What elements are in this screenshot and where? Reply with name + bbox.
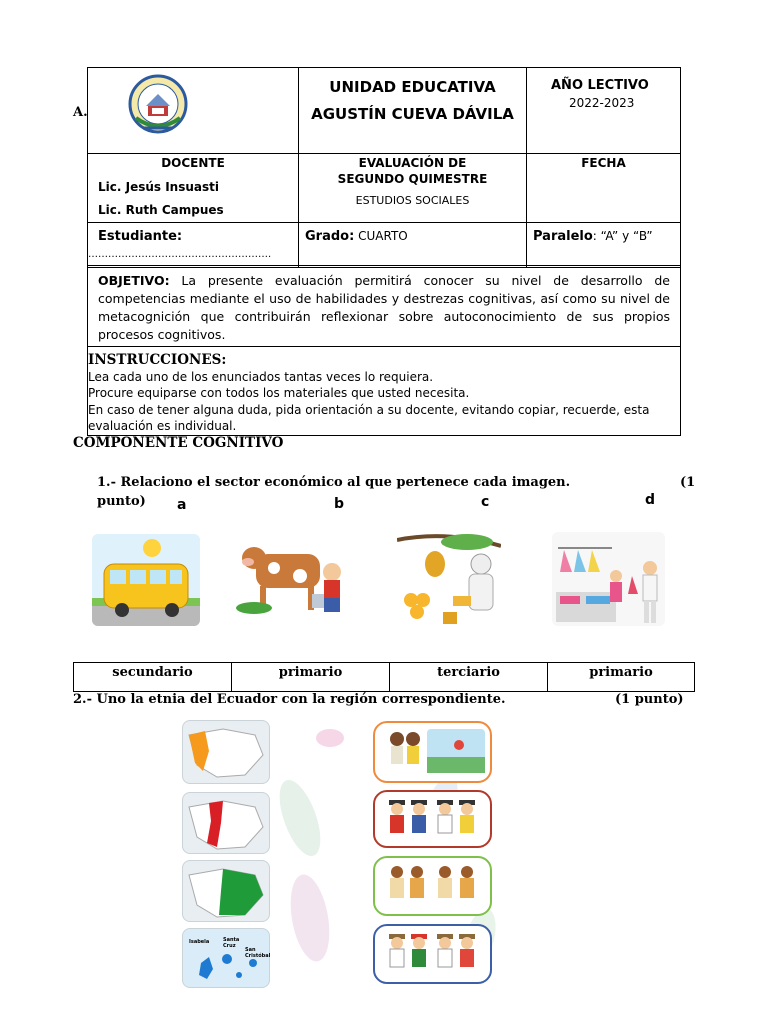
answer-a[interactable]: secundario <box>74 663 232 692</box>
letter-c: c <box>481 494 490 510</box>
q1-points-a: (1 <box>680 475 696 490</box>
ethnic-card-1[interactable] <box>373 721 492 783</box>
map-sierra[interactable] <box>182 792 270 854</box>
grade-cell <box>299 223 527 268</box>
letter-d: d <box>645 492 656 508</box>
logo-cell <box>88 68 299 154</box>
map-oriente[interactable] <box>182 860 270 922</box>
clothing-store-image <box>552 532 665 626</box>
section-prefix: A. <box>73 105 88 120</box>
beekeeper-image <box>397 530 501 628</box>
evaluation-line2: SEGUNDO QUIMESTRE <box>337 172 488 186</box>
subject-name: ESTUDIOS SOCIALES <box>355 194 470 207</box>
objective-text: La presente evaluación permitirá conocer su nivel de desarrollo de competencias mediante el uso de habilidades y destrezas cognitivas, así como su nivel de metacognición que contribuirán reflexionar sobre autoconocimiento de sus propios procesos cognitivos. <box>98 273 670 342</box>
ethnic-card-4[interactable] <box>373 924 492 984</box>
paralelo-value: : “A” y “B” <box>592 229 653 243</box>
evaluation-line1: EVALUACIÓN DE <box>358 156 467 170</box>
school-logo-icon <box>88 68 298 150</box>
grade-label: Grado: <box>305 229 355 244</box>
component-heading: COMPONENTE COGNITIVO <box>73 435 284 451</box>
paralelo-cell <box>527 223 681 268</box>
student-cell <box>88 223 299 268</box>
student-label: Estudiante: <box>98 229 183 244</box>
school-bus-image <box>92 534 200 626</box>
header-table <box>87 67 681 268</box>
year-label: AÑO LECTIVO <box>551 78 649 93</box>
year-cell <box>527 68 681 154</box>
school-name-cell <box>299 68 527 154</box>
paralelo-label: Paralelo <box>533 229 593 244</box>
cow-milking-image <box>234 532 354 622</box>
year-value: 2022-2023 <box>569 96 635 110</box>
letter-a: a <box>177 497 187 513</box>
ethnic-card-2[interactable] <box>373 790 492 848</box>
q2-area <box>180 718 520 988</box>
q2-text: 2.- Uno la etnia del Ecuador con la región correspondiente. <box>73 692 506 707</box>
instruction-line-3: En caso de tener alguna duda, pida orientación a su docente, evitando copiar, recuerde, esta <box>88 402 650 417</box>
answer-d[interactable]: primario <box>548 663 695 692</box>
ethnic-card-3[interactable] <box>373 856 492 916</box>
instructions-box <box>87 346 681 436</box>
school-name-line1: UNIDAD EDUCATIVA <box>329 78 496 96</box>
school-name-line2: AGUSTÍN CUEVA DÁVILA <box>311 105 514 123</box>
date-cell <box>527 154 681 223</box>
student-name-line: ………………………………………………. <box>88 249 272 260</box>
instructions-title: INSTRUCCIONES: <box>88 352 227 368</box>
q1-text: 1.- Relaciono el sector económico al que pertenece cada imagen. <box>97 475 571 490</box>
letter-b: b <box>334 496 345 512</box>
fecha-label: FECHA <box>581 156 626 170</box>
q1-answers-table <box>73 662 695 692</box>
objective-label: OBJETIVO: <box>98 273 170 288</box>
q2-points: (1 punto) <box>615 692 684 707</box>
objective-box <box>87 265 681 347</box>
evaluation-cell <box>299 154 527 223</box>
galapagos-label-isabela: Isabela <box>189 939 210 945</box>
galapagos-label-santa-cruz: Santa Cruz <box>223 937 240 949</box>
answer-c[interactable]: terciario <box>390 663 548 692</box>
galapagos-label-san-cristobal: San Cristóbal <box>245 947 271 959</box>
teacher-name-1: Lic. Jesús Insuasti <box>98 180 220 194</box>
map-galapagos[interactable] <box>182 928 270 988</box>
docente-label: DOCENTE <box>161 156 225 170</box>
teacher-name-2: Lic. Ruth Campues <box>98 203 224 217</box>
instruction-line-1: Lea cada uno de los enunciados tantas veces lo requiera. <box>88 369 434 384</box>
instruction-line-2: Procure equiparse con todos los materiales que usted necesita. <box>88 386 470 400</box>
q1-points-b: punto) <box>97 494 146 509</box>
instruction-line-4: evaluación es individual. <box>88 419 237 433</box>
grade-value: CUARTO <box>358 229 408 243</box>
answer-b[interactable]: primario <box>232 663 390 692</box>
map-costa[interactable] <box>182 720 270 784</box>
teacher-cell <box>88 154 299 223</box>
